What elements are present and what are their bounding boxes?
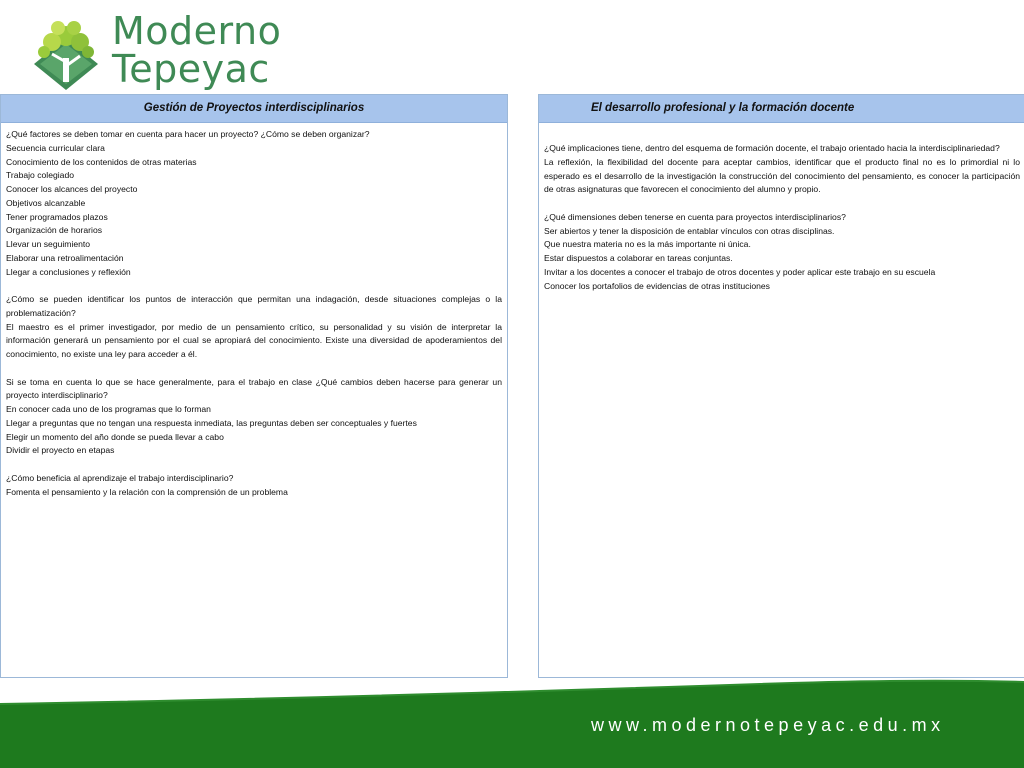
text-line: Dividir el proyecto en etapas xyxy=(6,445,115,456)
text-line: Conocimiento de los contenidos de otras materias xyxy=(6,156,197,167)
text-block xyxy=(6,376,502,459)
left-panel-body xyxy=(1,123,507,499)
text-block xyxy=(6,293,502,362)
left-panel-title: Gestión de Proyectos interdisciplinarios xyxy=(1,95,507,123)
text-paragraph: Si se toma en cuenta lo que se hace generalmente, para el trabajo en clase ¿Qué cambios deben hacerse para generar un proyecto interdisciplinario? xyxy=(6,376,502,401)
text-line: Llevar un seguimiento xyxy=(6,239,91,249)
text-line: En conocer cada uno de los programas que lo forman xyxy=(6,404,211,414)
text-line: Llegar a preguntas que no tengan una respuesta inmediata, las preguntas deben ser conceptuales y fuertes xyxy=(6,417,417,428)
text-block xyxy=(6,472,502,500)
text-line: Conocer los portafolios de evidencias de otras instituciones xyxy=(544,280,770,291)
text-line: Estar dispuestos a colaborar en tareas conjuntas. xyxy=(544,253,733,263)
text-line: ¿Qué dimensiones deben tenerse en cuenta para proyectos interdisciplinarios? xyxy=(544,211,846,222)
text-block xyxy=(6,128,502,279)
text-line: Tener programados plazos xyxy=(6,211,108,222)
text-line: Llegar a conclusiones y reflexión xyxy=(6,266,131,277)
right-panel xyxy=(538,94,1024,678)
text-line: Secuencia curricular clara xyxy=(6,142,105,153)
text-line: Conocer los alcances del proyecto xyxy=(6,184,138,194)
text-paragraph: ¿Cómo se pueden identificar los puntos de interacción que permitan una indagación, desde situaciones complejas o la problematización? xyxy=(6,294,502,318)
text-paragraph: ¿Qué implicaciones tiene, dentro del esquema de formación docente, el trabajo orientado hacia la interdisciplinariedad? xyxy=(544,143,1000,153)
text-line: Trabajo colegiado xyxy=(6,170,74,181)
text-line: Elegir un momento del año donde se pueda llevar a cabo xyxy=(6,431,224,442)
website-url: www.modernotepeyac.edu.mx xyxy=(591,715,945,735)
text-line: Objetivos alcanzable xyxy=(6,197,86,208)
text-paragraph: La reflexión, la flexibilidad del docente para aceptar cambios, identificar que el producto final no es lo primordial ni lo esperado es el desarrollo de la investigación la construcción del conocimiento del pensamiento, es conocer la participación de otras asignaturas que favorecen el conocimiento del alumno y propio. xyxy=(544,156,1020,195)
text-paragraph: El maestro es el primer investigador, por medio de un pensamiento crítico, su personalidad y su visión de interpretar la información generará un pensamiento por el cual se apropiará del conocimiento. Existe una diversidad de apoderamientos del conocimiento, no existe una ley para acceder a él. xyxy=(6,321,502,359)
logo-line-1: Moderno xyxy=(112,9,282,53)
text-line: Que nuestra materia no es la más importante ni única. xyxy=(544,239,751,250)
logo-line-2: Tepeyac xyxy=(112,47,270,91)
text-block xyxy=(544,142,1020,197)
right-panel-body xyxy=(539,123,1024,293)
tree-logo-icon xyxy=(28,18,104,94)
text-line: Invitar a los docentes a conocer el trabajo de otros docentes y poder aplicar este trabajo en su escuela xyxy=(544,266,936,277)
text-block xyxy=(544,211,1020,294)
text-line: Organización de horarios xyxy=(6,225,103,236)
left-panel xyxy=(0,94,508,678)
text-line: ¿Cómo beneficia al aprendizaje el trabajo interdisciplinario? xyxy=(6,472,234,483)
text-line: Ser abiertos y tener la disposición de entablar vínculos con otras disciplinas. xyxy=(544,225,835,236)
right-panel-title: El desarrollo profesional y la formación docente xyxy=(539,95,1024,123)
text-line: ¿Qué factores se deben tomar en cuenta para hacer un proyecto? ¿Cómo se deben organizar? xyxy=(6,129,370,139)
school-logo xyxy=(28,9,308,94)
text-line: Fomenta el pensamiento y la relación con la comprensión de un problema xyxy=(6,486,288,497)
logo-text xyxy=(112,9,282,91)
text-line: Elaborar una retroalimentación xyxy=(6,252,124,263)
